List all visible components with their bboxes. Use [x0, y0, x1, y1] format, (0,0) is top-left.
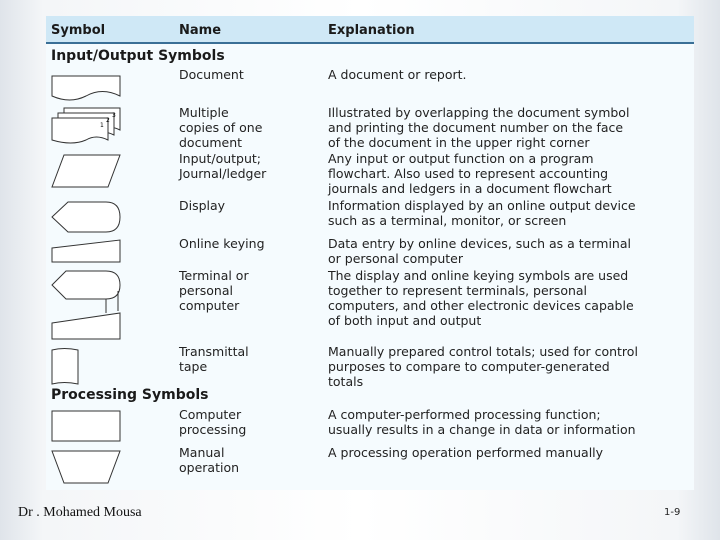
multiple-copies-symbol-icon [50, 106, 122, 148]
display-symbol-icon [50, 200, 122, 234]
row-name-manual-operation: Manual operation [179, 445, 240, 475]
section-processing: Processing Symbols [51, 387, 209, 403]
row-explanation-transmittal-tape: Manually prepared control totals; used for control purposes to compare to computer-generated totals [328, 344, 638, 389]
row-explanation-computer-processing: A computer-performed processing function; usually results in a change in data or information [328, 407, 636, 437]
online-keying-symbol-icon [50, 238, 122, 264]
table-header [46, 16, 694, 44]
header-name: Name [179, 23, 222, 38]
row-explanation-display: Information displayed by an online output device such as a terminal, monitor, or screen [328, 198, 636, 228]
row-name-display: Display [179, 198, 226, 213]
flowchart-symbols-table [46, 16, 694, 490]
row-name-terminal-pc: Terminal or personal computer [179, 268, 249, 313]
input-output-symbol-icon [50, 153, 122, 189]
row-name-computer-processing: Computer processing [179, 407, 247, 437]
copy-number-3: 3 [112, 112, 116, 119]
row-explanation-terminal-pc: The display and online keying symbols are used together to represent terminals, personal computers, and other electronic devices capable of both input and output [328, 268, 634, 328]
footer-author: Dr . Mohamed Mousa [18, 505, 142, 520]
copy-number-2: 2 [106, 117, 110, 124]
header-symbol: Symbol [51, 23, 106, 38]
footer-page-number: 1-9 [664, 507, 681, 518]
transmittal-tape-symbol-icon [50, 346, 122, 386]
row-explanation-manual-operation: A processing operation performed manually [328, 445, 604, 460]
row-name-input-output: Input/output; Journal/ledger [179, 151, 267, 181]
document-symbol-icon [50, 73, 122, 103]
row-name-document: Document [179, 67, 244, 82]
row-name-transmittal-tape: Transmittal tape [179, 344, 249, 374]
section-input-output: Input/Output Symbols [51, 48, 225, 64]
row-name-online-keying: Online keying [179, 236, 265, 251]
computer-processing-symbol-icon [50, 409, 122, 443]
copy-number-1: 1 [100, 122, 104, 129]
manual-operation-symbol-icon [50, 449, 122, 485]
row-name-multiple-copies: Multiple copies of one document [179, 105, 263, 150]
row-explanation-input-output: Any input or output function on a program flowchart. Also used to represent accounting journals and ledgers in a document flowchart [328, 151, 612, 196]
row-explanation-online-keying: Data entry by online devices, such as a terminal or personal computer [328, 236, 631, 266]
terminal-pc-symbol-icon [50, 269, 122, 341]
header-explanation: Explanation [328, 23, 415, 38]
row-explanation-multiple-copies: Illustrated by overlapping the document symbol and printing the document number on the face of the document in the upper right corner [328, 105, 630, 150]
row-explanation-document: A document or report. [328, 67, 467, 82]
